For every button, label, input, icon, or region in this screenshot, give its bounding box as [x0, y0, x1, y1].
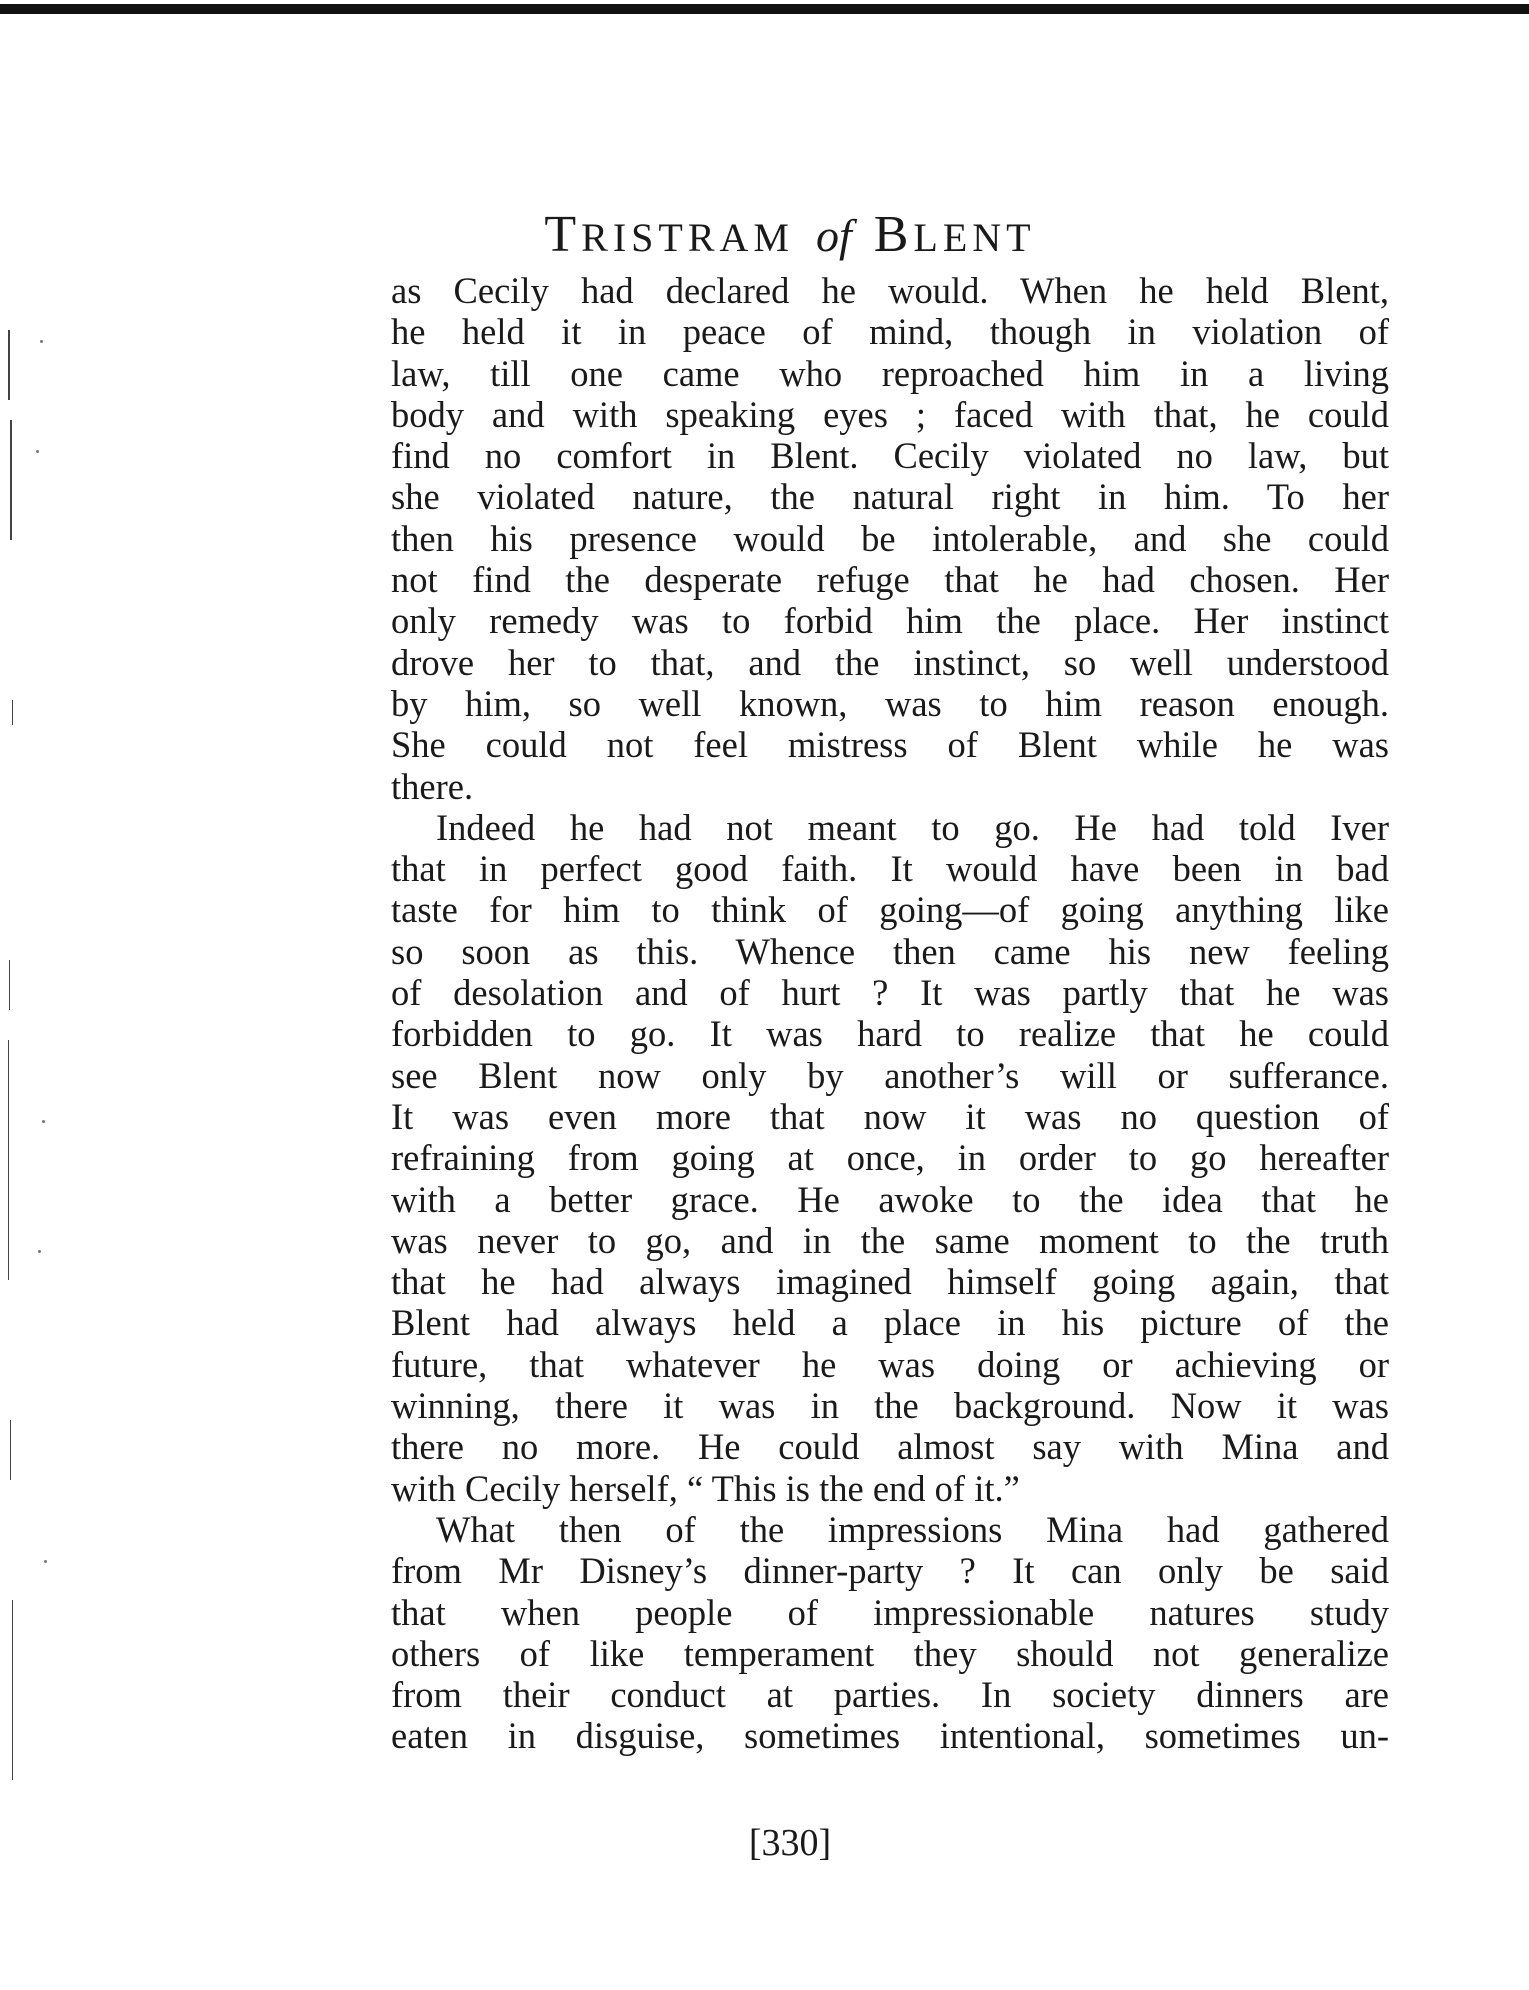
- text-line: with Cecily herself, “ This is the end of it.”: [391, 1467, 1020, 1509]
- margin-scan-speck: [42, 1120, 45, 1123]
- text-line: others of like temperament they should not generalize: [391, 1632, 1389, 1674]
- margin-scan-speck: [44, 1560, 47, 1563]
- paragraph: [391, 807, 1389, 1509]
- text-line: she violated nature, the natural right in him. To her: [391, 476, 1389, 518]
- text-line: body and with speaking eyes ; faced with that, he could: [391, 393, 1389, 435]
- text-line: It was even more that now it was no question of: [391, 1095, 1389, 1137]
- text-line: She could not feel mistress of Blent while he was: [391, 724, 1389, 766]
- paragraph: [391, 270, 1389, 807]
- text-line: drove her to that, and the instinct, so well understood: [391, 641, 1389, 683]
- text-line: winning, there it was in the background. Now it was: [391, 1385, 1389, 1427]
- running-head-title: TRISTRAM: [544, 206, 794, 263]
- text-line: eaten in disguise, sometimes intentional, sometimes un-: [391, 1715, 1389, 1757]
- text-line: law, till one came who reproached him in a living: [391, 352, 1389, 394]
- text-line: that he had always imagined himself going again, that: [391, 1261, 1389, 1303]
- text-line: of desolation and of hurt ? It was partly that he was: [391, 972, 1389, 1014]
- text-line: see Blent now only by another’s will or sufferance.: [391, 1054, 1389, 1096]
- margin-scan-mark: [10, 420, 12, 540]
- text-line: Indeed he had not meant to go. He had told Iver: [436, 806, 1389, 848]
- text-line: he held it in peace of mind, though in violation of: [391, 311, 1389, 353]
- text-line: there no more. He could almost say with Mina and: [391, 1426, 1389, 1468]
- margin-scan-mark: [8, 1040, 9, 1280]
- text-line: that when people of impressionable natures study: [391, 1591, 1389, 1633]
- margin-scan-speck: [40, 340, 43, 343]
- text-line: from their conduct at parties. In society dinners are: [391, 1674, 1389, 1716]
- scan-top-border: [0, 4, 1529, 14]
- text-line: from Mr Disney’s dinner-party ? It can only be said: [391, 1550, 1389, 1592]
- margin-scan-speck: [36, 450, 39, 453]
- text-line: taste for him to think of going—of going anything like: [391, 889, 1389, 931]
- page-number: [330]: [748, 1822, 832, 1864]
- text-line: Blent had always held a place in his picture of the: [391, 1302, 1389, 1344]
- body-text: [391, 270, 1389, 1757]
- text-line: as Cecily had declared he would. When he held Blent,: [391, 270, 1389, 311]
- text-line: with a better grace. He awoke to the idea that he: [391, 1178, 1389, 1220]
- margin-scan-speck: [38, 1250, 41, 1253]
- text-line: future, that whatever he was doing or achieving or: [391, 1343, 1389, 1385]
- text-line: then his presence would be intolerable, and she could: [391, 517, 1389, 559]
- text-line: there.: [391, 765, 474, 807]
- paragraph: [391, 1509, 1389, 1757]
- running-head-place: BLENT: [873, 206, 1036, 263]
- text-line: was never to go, and in the same moment to the truth: [391, 1219, 1389, 1261]
- text-line: find no comfort in Blent. Cecily violated no law, but: [391, 435, 1389, 477]
- text-line: that in perfect good faith. It would have been in bad: [391, 848, 1389, 890]
- margin-scan-mark: [10, 1420, 11, 1480]
- margin-scan-mark: [8, 330, 10, 400]
- running-head-connector: of: [815, 210, 852, 261]
- text-line: refraining from going at once, in order to go hereafter: [391, 1137, 1389, 1179]
- margin-scan-mark: [9, 960, 10, 1010]
- margin-scan-mark: [12, 1600, 13, 1780]
- margin-scan-mark: [12, 700, 13, 725]
- text-line: forbidden to go. It was hard to realize that he could: [391, 1013, 1389, 1055]
- text-line: What then of the impressions Mina had gathered: [436, 1508, 1389, 1550]
- text-line: only remedy was to forbid him the place. Her instinct: [391, 600, 1389, 642]
- text-line: by him, so well known, was to him reason enough.: [391, 682, 1389, 724]
- running-head: [390, 205, 1190, 265]
- text-line: not find the desperate refuge that he had chosen. Her: [391, 559, 1389, 601]
- text-line: so soon as this. Whence then came his new feeling: [391, 930, 1389, 972]
